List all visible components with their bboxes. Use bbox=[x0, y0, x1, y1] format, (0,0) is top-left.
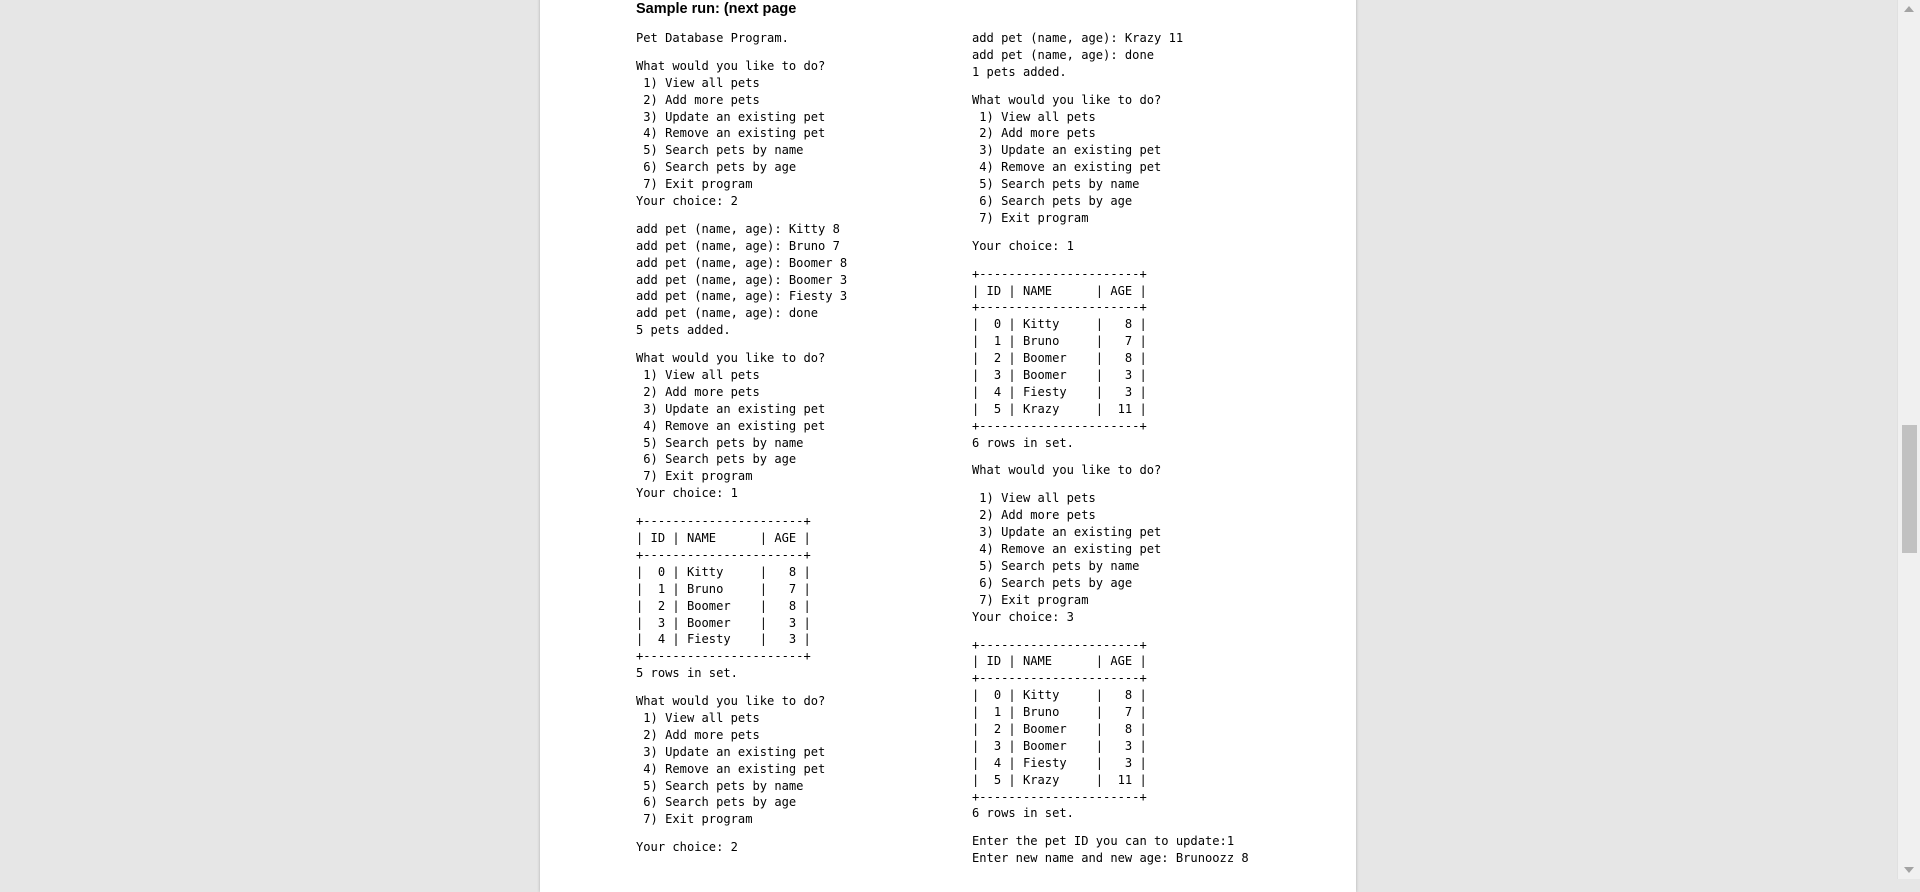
console-line: Your choice: 1 bbox=[972, 238, 1074, 253]
console-line: 5) Search pets by name bbox=[636, 143, 804, 158]
console-line: +----------------------+ bbox=[636, 649, 811, 664]
line-gap bbox=[636, 828, 847, 839]
console-line: 4) Remove an existing pet bbox=[972, 160, 1162, 175]
console-line: add pet (name, age): Kitty 8 bbox=[636, 221, 840, 236]
console-line: | ID | NAME | AGE | bbox=[636, 531, 811, 546]
console-line: | 3 | Boomer | 3 | bbox=[636, 615, 811, 630]
console-line: 3) Update an existing pet bbox=[636, 744, 826, 759]
scroll-down-icon[interactable] bbox=[1904, 867, 1914, 873]
line-gap bbox=[972, 255, 1249, 266]
console-line: 6) Search pets by age bbox=[972, 575, 1133, 590]
document-page bbox=[540, 0, 1356, 892]
line-gap bbox=[972, 626, 1249, 637]
line-gap bbox=[636, 339, 847, 350]
console-line: | 2 | Boomer | 8 | bbox=[636, 598, 811, 613]
console-line: 1 pets added. bbox=[972, 64, 1067, 79]
line-gap bbox=[636, 47, 847, 58]
console-line: 2) Add more pets bbox=[636, 727, 760, 742]
console-line: add pet (name, age): Boomer 3 bbox=[636, 272, 848, 287]
console-line: 6) Search pets by age bbox=[972, 194, 1133, 209]
console-line: 7) Exit program bbox=[972, 592, 1089, 607]
console-line: What would you like to do? bbox=[972, 92, 1162, 107]
console-line: 1) View all pets bbox=[636, 710, 760, 725]
console-line: | 0 | Kitty | 8 | bbox=[636, 564, 811, 579]
console-line: +----------------------+ bbox=[972, 300, 1147, 315]
scroll-thumb[interactable] bbox=[1902, 425, 1917, 553]
console-line: | 4 | Fiesty | 3 | bbox=[636, 632, 811, 647]
console-line: 5 rows in set. bbox=[636, 666, 738, 681]
console-line: | 3 | Boomer | 3 | bbox=[972, 368, 1147, 383]
console-line: | 5 | Krazy | 11 | bbox=[972, 772, 1147, 787]
console-line: +----------------------+ bbox=[972, 266, 1147, 281]
console-line: 4) Remove an existing pet bbox=[972, 542, 1162, 557]
console-line: | 4 | Fiesty | 3 | bbox=[972, 384, 1147, 399]
console-line: 4) Remove an existing pet bbox=[636, 126, 826, 141]
console-line: 3) Update an existing pet bbox=[636, 109, 826, 124]
console-line: Your choice: 3 bbox=[972, 609, 1074, 624]
console-line: 5) Search pets by name bbox=[636, 778, 804, 793]
console-line: 6) Search pets by age bbox=[636, 795, 797, 810]
console-line: 1) View all pets bbox=[972, 491, 1096, 506]
console-line: Your choice: 2 bbox=[636, 194, 738, 209]
console-line: add pet (name, age): done bbox=[636, 306, 819, 321]
console-line: +----------------------+ bbox=[636, 547, 811, 562]
console-line: | ID | NAME | AGE | bbox=[972, 654, 1147, 669]
console-line: 5) Search pets by name bbox=[636, 435, 804, 450]
console-line: 3) Update an existing pet bbox=[972, 143, 1162, 158]
console-line: | 5 | Krazy | 11 | bbox=[972, 401, 1147, 416]
console-line: Your choice: 2 bbox=[636, 840, 738, 855]
console-line: add pet (name, age): Fiesty 3 bbox=[636, 289, 848, 304]
line-gap bbox=[972, 451, 1249, 462]
console-line: 4) Remove an existing pet bbox=[636, 418, 826, 433]
console-line: 6 rows in set. bbox=[972, 435, 1074, 450]
line-gap bbox=[972, 227, 1249, 238]
console-line: 2) Add more pets bbox=[972, 508, 1096, 523]
console-line: What would you like to do? bbox=[972, 463, 1162, 478]
console-line: | 0 | Kitty | 8 | bbox=[972, 317, 1147, 332]
console-line: | 3 | Boomer | 3 | bbox=[972, 738, 1147, 753]
console-line: What would you like to do? bbox=[636, 351, 826, 366]
console-line: 1) View all pets bbox=[636, 368, 760, 383]
console-line: Enter the pet ID you can to update:1 bbox=[972, 834, 1235, 849]
line-gap bbox=[636, 210, 847, 221]
line-gap bbox=[972, 479, 1249, 490]
vertical-scrollbar[interactable] bbox=[1897, 0, 1920, 879]
scroll-up-icon[interactable] bbox=[1904, 6, 1914, 12]
console-line: Your choice: 1 bbox=[636, 486, 738, 501]
line-gap bbox=[972, 822, 1249, 833]
console-line: What would you like to do? bbox=[636, 694, 826, 709]
console-line: Pet Database Program. bbox=[636, 31, 789, 45]
console-line: 6) Search pets by age bbox=[636, 452, 797, 467]
console-line: 4) Remove an existing pet bbox=[636, 761, 826, 776]
console-line: | 0 | Kitty | 8 | bbox=[972, 688, 1147, 703]
console-line: add pet (name, age): Bruno 7 bbox=[636, 238, 840, 253]
line-gap bbox=[636, 682, 847, 693]
console-line: add pet (name, age): Boomer 8 bbox=[636, 255, 848, 270]
console-line: 5) Search pets by name bbox=[972, 558, 1140, 573]
console-line: add pet (name, age): Krazy 11 bbox=[972, 31, 1184, 45]
console-line: +----------------------+ bbox=[972, 418, 1147, 433]
console-line: 5) Search pets by name bbox=[972, 177, 1140, 192]
console-line: What would you like to do? bbox=[636, 58, 826, 73]
console-line: +----------------------+ bbox=[636, 514, 811, 529]
line-gap bbox=[636, 502, 847, 513]
console-line: 5 pets added. bbox=[636, 323, 731, 338]
console-line: 7) Exit program bbox=[636, 469, 753, 484]
console-line: | 1 | Bruno | 7 | bbox=[972, 705, 1147, 720]
console-line: 2) Add more pets bbox=[636, 92, 760, 107]
console-line: 7) Exit program bbox=[636, 812, 753, 827]
console-line: | 1 | Bruno | 7 | bbox=[972, 334, 1147, 349]
left-column-console-output bbox=[636, 30, 847, 856]
console-line: | 4 | Fiesty | 3 | bbox=[972, 755, 1147, 770]
console-line: | 2 | Boomer | 8 | bbox=[972, 351, 1147, 366]
console-line: 7) Exit program bbox=[972, 210, 1089, 225]
console-line: 3) Update an existing pet bbox=[972, 525, 1162, 540]
console-line: 2) Add more pets bbox=[972, 126, 1096, 141]
console-line: Enter new name and new age: Brunoozz 8 bbox=[972, 851, 1249, 866]
console-line: +----------------------+ bbox=[972, 637, 1147, 652]
console-line: 7) Exit program bbox=[636, 177, 753, 192]
console-line: | 1 | Bruno | 7 | bbox=[636, 581, 811, 596]
console-line: | 2 | Boomer | 8 | bbox=[972, 721, 1147, 736]
console-line: add pet (name, age): done bbox=[972, 47, 1155, 62]
console-line: 6) Search pets by age bbox=[636, 160, 797, 175]
line-gap bbox=[972, 81, 1249, 92]
console-line: 1) View all pets bbox=[636, 75, 760, 90]
console-line: 3) Update an existing pet bbox=[636, 401, 826, 416]
console-line: | ID | NAME | AGE | bbox=[972, 283, 1147, 298]
console-line: +----------------------+ bbox=[972, 789, 1147, 804]
console-line: 6 rows in set. bbox=[972, 806, 1074, 821]
page-heading: Sample run: (next page bbox=[636, 1, 797, 17]
console-line: 1) View all pets bbox=[972, 109, 1096, 124]
console-line: +----------------------+ bbox=[972, 671, 1147, 686]
right-column-console-output bbox=[972, 30, 1249, 867]
console-line: 2) Add more pets bbox=[636, 384, 760, 399]
